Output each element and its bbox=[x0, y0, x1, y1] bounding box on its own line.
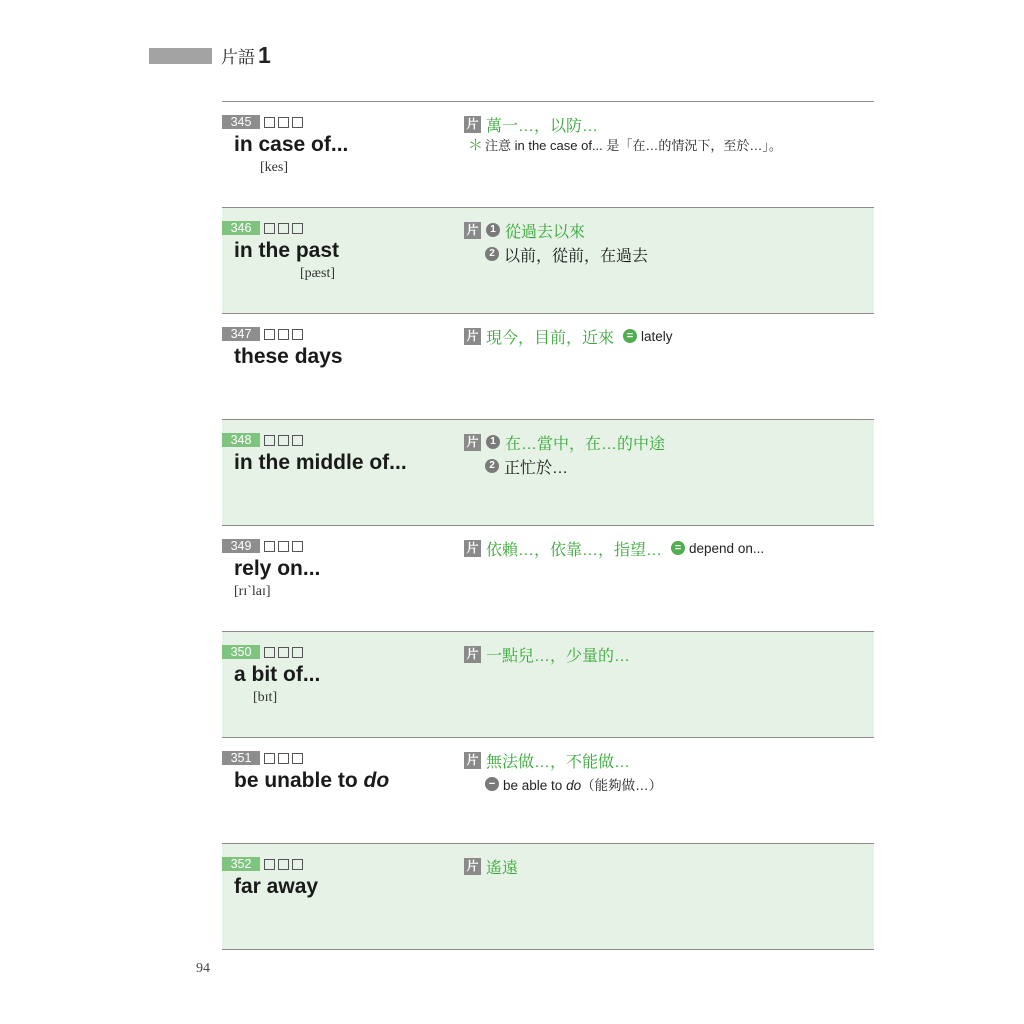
meaning-text-1: 從過去以來 bbox=[505, 223, 586, 241]
antonym-italic: do bbox=[566, 778, 582, 793]
checkbox[interactable] bbox=[264, 541, 275, 552]
meaning-block bbox=[464, 642, 864, 666]
phonetic: [bɪt] bbox=[253, 690, 278, 705]
meaning-block bbox=[464, 112, 864, 156]
phonetic: [kes] bbox=[260, 160, 288, 175]
entry-number: 350 bbox=[222, 645, 260, 659]
checkbox[interactable] bbox=[278, 647, 289, 658]
chapter-title-text: 片語 bbox=[221, 48, 255, 67]
meaning-block bbox=[464, 430, 864, 478]
meaning-block bbox=[464, 324, 864, 348]
phrase-text: far away bbox=[234, 875, 319, 898]
phrase-tag-icon: 片 bbox=[464, 222, 481, 239]
antonym-gloss: （能夠做…） bbox=[581, 778, 663, 793]
phrase-text: a bit of... bbox=[234, 663, 321, 686]
checkbox-group bbox=[264, 541, 303, 552]
header-bar bbox=[149, 48, 212, 64]
entry-id-row bbox=[222, 327, 303, 341]
entry-id-row bbox=[222, 751, 303, 765]
meaning-text-1: 在…當中，在…的中途 bbox=[505, 435, 666, 453]
page-number: 94 bbox=[196, 961, 210, 976]
meaning-block bbox=[464, 748, 864, 796]
phrase-tag-icon: 片 bbox=[464, 328, 481, 345]
synonym-text: lately bbox=[641, 328, 673, 344]
meaning-block bbox=[464, 218, 864, 266]
phrase-text: in the past bbox=[234, 239, 340, 262]
phrase-tag-icon: 片 bbox=[464, 858, 481, 875]
phrase-text: these days bbox=[234, 345, 343, 368]
chapter-title bbox=[221, 40, 271, 73]
number-1-icon: 1 bbox=[486, 435, 500, 449]
checkbox[interactable] bbox=[278, 541, 289, 552]
checkbox-group bbox=[264, 329, 303, 340]
note-text: 注意 in the case of... 是「在…的情況下，至於…」。 bbox=[485, 138, 782, 153]
asterisk-icon: ＊ bbox=[468, 137, 484, 154]
meaning-text-2: 正忙於… bbox=[504, 459, 569, 477]
checkbox[interactable] bbox=[292, 223, 303, 234]
phrase-list bbox=[222, 101, 874, 950]
entry-number: 345 bbox=[222, 115, 260, 129]
checkbox[interactable] bbox=[278, 329, 289, 340]
checkbox[interactable] bbox=[278, 117, 289, 128]
checkbox-group bbox=[264, 435, 303, 446]
chapter-number: 1 bbox=[258, 42, 271, 68]
phrase-entry-347 bbox=[222, 314, 874, 420]
phrase-text: rely on... bbox=[234, 557, 321, 580]
meaning-text: 無法做…，不能做… bbox=[486, 753, 631, 771]
meaning-text-2: 以前，從前，在過去 bbox=[504, 247, 649, 265]
checkbox[interactable] bbox=[278, 753, 289, 764]
phrase-entry-351 bbox=[222, 738, 874, 844]
checkbox[interactable] bbox=[264, 435, 275, 446]
entry-id-row bbox=[222, 645, 303, 659]
usage-note bbox=[464, 136, 785, 156]
meaning-text: 遙遠 bbox=[486, 859, 519, 877]
phrase-entry-350 bbox=[222, 632, 874, 738]
phrase-text bbox=[234, 769, 389, 793]
checkbox[interactable] bbox=[278, 435, 289, 446]
checkbox[interactable] bbox=[278, 859, 289, 870]
phonetic: [rɪˋlaɪ] bbox=[234, 584, 271, 599]
checkbox[interactable] bbox=[292, 859, 303, 870]
entry-id-row bbox=[222, 433, 303, 447]
entry-id-row bbox=[222, 115, 303, 129]
checkbox-group bbox=[264, 859, 303, 870]
phrase-text-main: be unable to bbox=[234, 769, 364, 792]
meaning-text: 萬一…，以防… bbox=[486, 117, 599, 135]
checkbox[interactable] bbox=[264, 329, 275, 340]
phrase-text: in case of... bbox=[234, 133, 349, 156]
meaning-text: 一點兒…，少量的… bbox=[486, 647, 631, 665]
checkbox[interactable] bbox=[292, 753, 303, 764]
meaning-text: 依賴…，依靠…，指望… bbox=[486, 541, 663, 559]
entry-number: 352 bbox=[222, 857, 260, 871]
checkbox[interactable] bbox=[292, 435, 303, 446]
antonym-icon: − bbox=[485, 777, 499, 791]
meaning-block bbox=[464, 854, 864, 878]
entry-number: 351 bbox=[222, 751, 260, 765]
antonym-text bbox=[503, 774, 662, 794]
meaning-text: 現今，目前，近來 bbox=[486, 329, 615, 347]
phrase-tag-icon: 片 bbox=[464, 752, 481, 769]
antonym-main: be able to bbox=[503, 778, 567, 793]
number-2-icon: 2 bbox=[485, 247, 499, 261]
entry-id-row bbox=[222, 539, 303, 553]
checkbox[interactable] bbox=[264, 647, 275, 658]
checkbox-group bbox=[264, 117, 303, 128]
phonetic: [pæst] bbox=[300, 266, 335, 281]
phrase-tag-icon: 片 bbox=[464, 646, 481, 663]
phrase-entry-345 bbox=[222, 102, 874, 208]
phrase-entry-348 bbox=[222, 420, 874, 526]
entry-number: 346 bbox=[222, 221, 260, 235]
phrase-text-italic: do bbox=[363, 769, 390, 792]
checkbox[interactable] bbox=[264, 859, 275, 870]
checkbox-group bbox=[264, 647, 303, 658]
checkbox[interactable] bbox=[278, 223, 289, 234]
number-2-icon: 2 bbox=[485, 459, 499, 473]
checkbox[interactable] bbox=[264, 117, 275, 128]
checkbox-group bbox=[264, 753, 303, 764]
checkbox[interactable] bbox=[292, 647, 303, 658]
phrase-entry-346 bbox=[222, 208, 874, 314]
entry-id-row bbox=[222, 221, 303, 235]
checkbox[interactable] bbox=[264, 223, 275, 234]
phrase-tag-icon: 片 bbox=[464, 434, 481, 451]
synonym-text: depend on... bbox=[689, 540, 765, 556]
checkbox-group bbox=[264, 223, 303, 234]
phrase-entry-349 bbox=[222, 526, 874, 632]
entry-number: 347 bbox=[222, 327, 260, 341]
entry-id-row bbox=[222, 857, 303, 871]
entry-number: 349 bbox=[222, 539, 260, 553]
number-1-icon: 1 bbox=[486, 223, 500, 237]
checkbox[interactable] bbox=[292, 117, 303, 128]
phrase-tag-icon: 片 bbox=[464, 116, 481, 133]
checkbox[interactable] bbox=[292, 541, 303, 552]
synonym-icon: = bbox=[623, 329, 637, 343]
phrase-text: in the middle of... bbox=[234, 451, 407, 474]
meaning-block bbox=[464, 536, 864, 560]
checkbox[interactable] bbox=[292, 329, 303, 340]
entry-number: 348 bbox=[222, 433, 260, 447]
synonym-icon: = bbox=[671, 541, 685, 555]
checkbox[interactable] bbox=[264, 753, 275, 764]
phrase-entry-352 bbox=[222, 844, 874, 950]
phrase-tag-icon: 片 bbox=[464, 540, 481, 557]
